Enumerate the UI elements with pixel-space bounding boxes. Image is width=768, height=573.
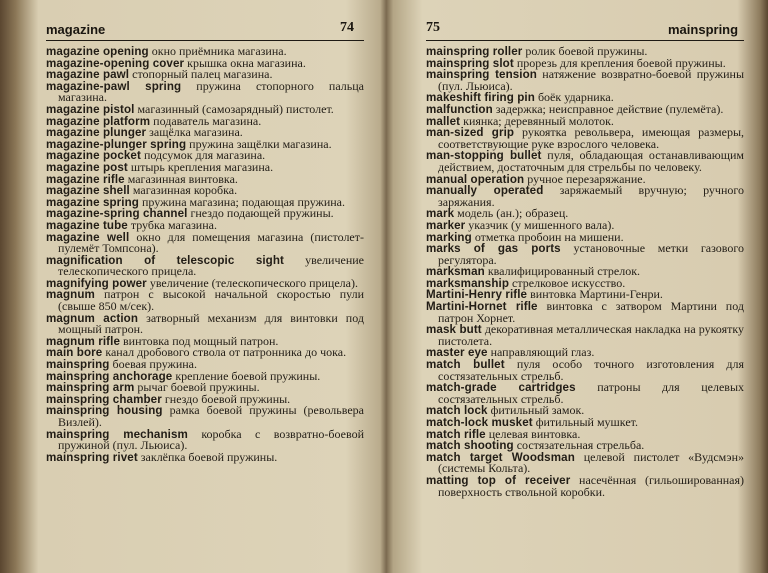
entry-term: magazine-opening cover — [46, 56, 185, 70]
header-rule — [46, 40, 364, 41]
entry-definition: прорезь для крепления боевой пружины. — [516, 55, 726, 70]
entry-term: main bore — [46, 346, 103, 360]
entry-definition: ручное перезаряжание. — [527, 171, 646, 186]
entry-term: magazine pistol — [46, 102, 135, 116]
entry-term: marksmanship — [426, 276, 510, 290]
entry-definition: фитильный замок. — [490, 403, 585, 418]
entry-list — [426, 46, 744, 498]
entry-definition: трубка магазина. — [130, 217, 217, 232]
entry-definition: рукоятка револьвера, имеющая размеры, соответствующие руке взрослого человека. — [438, 125, 745, 151]
entry-term: manually operated — [426, 184, 544, 198]
dictionary-entry — [426, 324, 744, 347]
entry-definition: пуля особо точного изготовления для состязательных стрельб. — [438, 357, 745, 383]
entry-definition: модель (ан.); образец. — [457, 206, 569, 221]
entry-term: magnum action — [46, 311, 139, 325]
dictionary-entry — [426, 382, 744, 405]
entry-term: magazine rifle — [46, 172, 125, 186]
entry-term: mainspring — [46, 358, 110, 372]
dictionary-entry — [46, 405, 364, 428]
entry-definition: натяжение возвратно-боевой пружины (пул. Льюиса). — [438, 67, 745, 93]
entry-term: mainspring rivet — [46, 450, 138, 464]
entry-term: mainspring chamber — [46, 392, 162, 406]
entry-term: marker — [426, 218, 466, 232]
entry-term: mainspring slot — [426, 56, 514, 70]
header-rule — [426, 40, 744, 41]
entry-term: magnification of telescopic sight — [46, 253, 285, 267]
entry-term: man-sized grip — [426, 126, 515, 140]
entry-definition: подаватель магазина. — [153, 113, 262, 128]
header-word: mainspring — [668, 22, 739, 37]
entry-term: magazine spring — [46, 195, 139, 209]
dictionary-entry — [426, 69, 744, 92]
dictionary-entry — [426, 243, 744, 266]
entry-definition: пружина магазина; подающая пружина. — [141, 194, 346, 209]
page-header — [0, 22, 384, 40]
entry-term: mainspring arm — [46, 381, 135, 395]
entry-definition: затворный механизм для винтовки под мощный патрон. — [58, 310, 364, 337]
entry-term: mainspring mechanism — [46, 427, 188, 441]
entry-definition: крышка окна магазина. — [187, 55, 306, 70]
dictionary-entry — [426, 472, 744, 499]
entry-definition: стрелковое искусство. — [512, 275, 626, 290]
entry-definition: увеличение (телескопического прицела). — [149, 275, 358, 290]
entry-definition: фитильный мушкет. — [535, 415, 638, 429]
entry-term: makeshift firing pin — [426, 91, 535, 105]
dictionary-entry — [426, 359, 744, 382]
entry-term: match shooting — [426, 439, 514, 453]
entry-definition: подсумок для магазина. — [143, 148, 266, 163]
page-number: 74 — [340, 20, 354, 35]
entry-term: match lock — [426, 404, 488, 418]
entry-term: Martini-Henry rifle — [426, 288, 528, 302]
page-header — [386, 22, 768, 40]
entry-term: marks of gas ports — [426, 242, 561, 256]
entry-term: match rifle — [426, 427, 486, 441]
entry-term: magazine post — [46, 160, 128, 174]
right-page — [386, 0, 768, 573]
dictionary-entry — [46, 310, 364, 337]
header-word: magazine — [46, 22, 106, 37]
entry-term: magazine tube — [46, 218, 128, 232]
dictionary-entry — [46, 449, 364, 464]
entry-definition: направляющий глаз. — [490, 345, 595, 360]
entry-definition: канал дробового ствола от патронника до чока. — [105, 345, 347, 360]
entry-term: mainspring anchorage — [46, 369, 173, 383]
entry-definition: гнездо подающей пружины. — [190, 206, 334, 221]
entry-term: matting top of receiver — [426, 473, 571, 487]
page-number: 75 — [426, 20, 440, 35]
entry-term: match target Woodsman — [426, 450, 575, 464]
dictionary-entry — [46, 78, 364, 105]
entry-definition: установочные метки газового регулятора. — [438, 241, 745, 267]
entry-term: magazine platform — [46, 114, 151, 128]
entry-term: magazine-pawl spring — [46, 79, 182, 93]
entry-term: magazine shell — [46, 184, 130, 198]
dictionary-entry — [426, 449, 744, 476]
entry-definition: коробка с возвратно-боевой пружиной (пул. Льюиса). — [58, 426, 364, 453]
entry-definition: патрон с высокой начальной скоростью пули (свыше 850 м/сек). — [58, 287, 364, 314]
entry-definition: магазинная коробка. — [132, 183, 238, 198]
entry-term: man-stopping bullet — [426, 149, 542, 163]
entry-definition: пружина стопорного пальца магазина. — [58, 78, 364, 105]
entry-definition: увеличение телескопического прицела. — [58, 252, 365, 279]
entry-definition: патроны для целевых состязательных стрельб. — [438, 380, 745, 406]
entry-term: Martini-Hornet rifle — [426, 300, 538, 314]
entry-term: magazine pawl — [46, 68, 130, 82]
entry-definition: указчик (у мишенного вала). — [468, 217, 615, 232]
entry-definition: окно приёмника магазина. — [151, 44, 287, 58]
entry-definition: рычаг боевой пружины. — [137, 380, 260, 395]
entry-definition: декоративная металлическая накладка на рукоятку пистолета. — [438, 322, 744, 348]
entry-term: match-grade cartridges — [426, 381, 576, 395]
entry-definition: магазинная винтовка. — [127, 171, 238, 186]
entry-definition: задержка; неисправное действие (пулемёта). — [495, 101, 724, 116]
entry-definition: ролик боевой пружины. — [525, 44, 648, 58]
entry-term: magazine well — [46, 230, 130, 244]
entry-definition: пуля, обладающая останавливающим действием, достаточным для стрельбы по человеку. — [438, 148, 744, 174]
entry-term: mask butt — [426, 323, 482, 337]
entry-definition: целевой пистолет «Вудсмэн» (системы Кольта). — [438, 449, 744, 476]
entry-definition: рамка боевой пружины (револьвера Визлей). — [58, 403, 364, 429]
entry-definition: винтовка с затвором Мартини под патрон Хорнет. — [438, 299, 744, 325]
entry-term: magazine plunger — [46, 126, 147, 140]
entry-definition: заклёпка боевой пружины. — [140, 449, 278, 464]
entry-definition: стопорный палец магазина. — [132, 67, 273, 82]
entry-definition: гнездо боевой пружины. — [164, 391, 291, 406]
entry-definition: пружина защёлки магазина. — [189, 136, 332, 151]
dictionary-entry — [426, 150, 744, 173]
entry-term: mainspring roller — [426, 45, 523, 58]
entry-definition: состязательная стрельба. — [516, 438, 645, 453]
entry-term: magazine-plunger spring — [46, 137, 187, 151]
entry-term: match-lock musket — [426, 416, 533, 429]
entry-term: magnifying power — [46, 276, 147, 290]
entry-term: magazine-spring channel — [46, 207, 188, 221]
entry-term: mark — [426, 207, 455, 221]
entry-definition: магазинный (самозарядный) пистолет. — [137, 101, 334, 116]
dictionary-entry — [426, 301, 744, 324]
entry-term: mainspring housing — [46, 404, 163, 418]
entry-term: magazine opening — [46, 45, 149, 58]
dictionary-entry — [426, 127, 744, 150]
entry-definition: насечённая (гильошированная) поверхность ствольной коробки. — [438, 472, 744, 499]
entry-definition: квалифицированный стрелок. — [487, 264, 641, 279]
dictionary-entry — [46, 289, 364, 312]
entry-definition: крепление боевой пружины. — [175, 368, 321, 383]
dictionary-entry — [426, 185, 744, 208]
entry-definition: штырь крепления магазина. — [130, 159, 274, 174]
entry-term: marksman — [426, 265, 485, 279]
entry-definition: заряжаемый вручную; ручного заряжания. — [438, 183, 744, 209]
entry-term: magazine pocket — [46, 149, 141, 163]
entry-definition: винтовка под мощный патрон. — [123, 333, 279, 348]
entry-definition: киянка; деревянный молоток. — [463, 113, 614, 128]
entry-term: magnum — [46, 288, 95, 302]
dictionary-entry — [46, 229, 364, 256]
dictionary-entry — [46, 426, 364, 453]
entry-definition: боевая пружина. — [112, 357, 197, 372]
entry-term: magnum rifle — [46, 334, 120, 348]
entry-term: master eye — [426, 346, 488, 360]
entry-definition: боёк ударника. — [537, 90, 614, 105]
entry-term: marking — [426, 230, 472, 244]
entry-definition: защёлка магазина. — [149, 125, 243, 140]
entry-definition: отметка пробоин на мишени. — [474, 229, 624, 244]
entry-term: manual operation — [426, 172, 525, 186]
entry-definition: окно для помещения магазина (пистолет-пулемёт Томпсона). — [58, 229, 364, 256]
entry-term: mainspring tension — [426, 68, 537, 82]
entry-term: match bullet — [426, 358, 505, 372]
entry-definition: винтовка Мартини-Генри. — [530, 287, 663, 302]
entry-list — [46, 46, 364, 463]
entry-definition: целевая винтовка. — [488, 426, 581, 441]
dictionary-entry — [46, 252, 365, 279]
entry-term: malfunction — [426, 102, 493, 116]
entry-term: mallet — [426, 114, 461, 128]
